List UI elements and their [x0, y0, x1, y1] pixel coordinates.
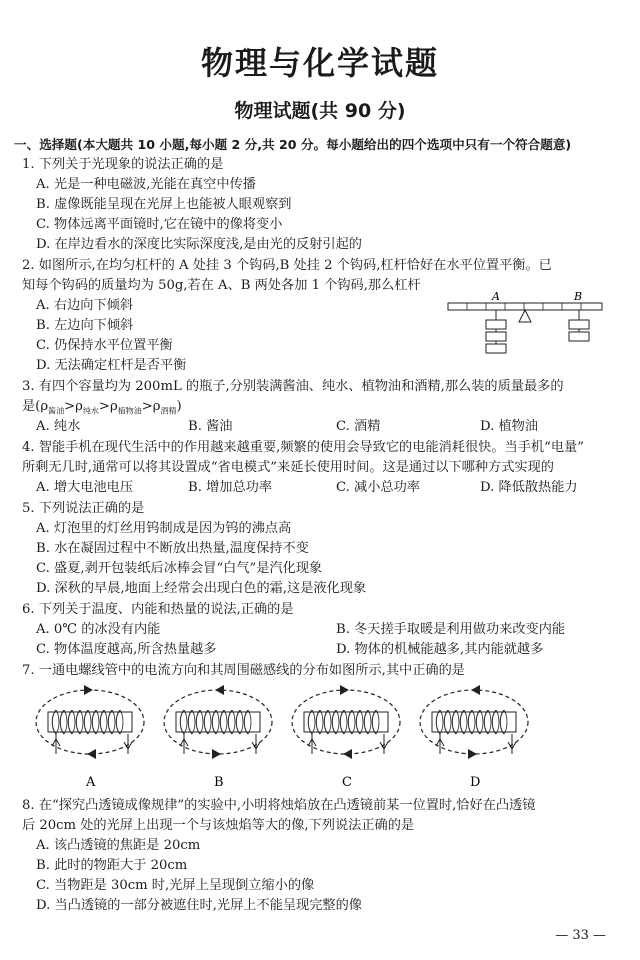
q4-option-c: C. 减小总功率 — [336, 480, 420, 495]
q2-option-d: D. 无法确定杠杆是否平衡 — [36, 358, 187, 373]
weights-b — [569, 320, 589, 341]
q3-option-a: A. 纯水 — [36, 419, 81, 434]
question-2-stem-cont: 知每个钩码的质量均为 50g,若在 A、B 两处各加 1 个钩码,那么杠杆 — [22, 278, 421, 293]
solenoid-option-d — [420, 685, 528, 790]
question-5-stem: 5. 下列说法正确的是 — [22, 501, 145, 516]
question-3-stem: 3. 有四个容量均为 200mL 的瓶子,分别装满酱油、纯水、植物油和酒精,那么装的质量最多的 — [22, 379, 564, 394]
solenoid-figure — [28, 680, 618, 792]
q8-option-d: D. 当凸透镜的一部分被遮住时,光屏上不能呈现完整的像 — [36, 898, 362, 913]
q4-option-d: D. 降低散热能力 — [480, 480, 578, 495]
question-1-stem: 1. 下列关于光现象的说法正确的是 — [22, 157, 224, 172]
q8-option-c: C. 当物距是 30cm 时,光屏上呈现倒立缩小的像 — [36, 878, 315, 893]
q8-option-b: B. 此时的物距大于 20cm — [36, 858, 188, 873]
q1-option-a: A. 光是一种电磁波,光能在真空中传播 — [36, 177, 256, 192]
q4-option-a: A. 增大电池电压 — [36, 480, 134, 495]
q3-option-d: D. 植物油 — [480, 419, 539, 434]
solenoid-label-a: A — [86, 775, 96, 790]
q5-option-c: C. 盛夏,剥开包装纸后冰棒会冒“白气”是汽化现象 — [36, 561, 323, 576]
section-subtitle: 物理试题(共 90 分) — [234, 100, 406, 122]
lever-figure — [440, 290, 610, 370]
solenoid-label-b: B — [214, 775, 224, 790]
q1-option-b: B. 虚像既能呈现在光屏上也能被人眼观察到 — [36, 197, 292, 212]
solenoid-option-a — [36, 685, 144, 790]
question-3-density-order: 是$(\rho_{酱油}>\rho_{纯水}>\rho_{植物油}>\rho_{酒精})$ — [22, 399, 182, 416]
q1-option-c: C. 物体远离平面镜时,它在镜中的像将变小 — [36, 217, 283, 232]
fulcrum — [519, 310, 531, 322]
q2-option-c: C. 仍保持水平位置平衡 — [36, 338, 173, 353]
q4-option-b: B. 增加总功率 — [188, 480, 273, 495]
lever-label-b: B — [574, 290, 583, 303]
q6-option-a: A. 0℃ 的冰没有内能 — [36, 622, 161, 637]
q1-option-d: D. 在岸边看水的深度比实际深度浅,是由光的反射引起的 — [36, 237, 362, 252]
question-8-stem: 8. 在“探究凸透镜成像规律”的实验中,小明将烛焰放在凸透镜前某一位置时,恰好在凸透镜 — [22, 798, 536, 813]
solenoid-label-d: D — [470, 775, 481, 790]
q5-option-d: D. 深秋的早晨,地面上经常会出现白色的霜,这是液化现象 — [36, 581, 367, 596]
q3-option-b: B. 酱油 — [188, 419, 233, 434]
solenoid-option-c — [292, 685, 400, 790]
page-number: — 33 — — [555, 928, 606, 943]
q5-option-a: A. 灯泡里的灯丝用钨制成是因为钨的沸点高 — [36, 521, 292, 536]
solenoid-option-b — [164, 685, 272, 790]
q2-option-b: B. 左边向下倾斜 — [36, 318, 134, 333]
q8-option-a: A. 该凸透镜的焦距是 20cm — [36, 838, 201, 853]
question-4-stem: 4. 智能手机在现代生活中的作用越来越重要,频繁的使用会导致它的电能消耗很快。当手机“电量” — [22, 440, 584, 455]
question-8-stem-cont: 后 20cm 处的光屏上出现一个与该烛焰等大的像,下列说法正确的是 — [22, 818, 415, 833]
question-6-stem: 6. 下列关于温度、内能和热量的说法,正确的是 — [22, 602, 294, 617]
section-heading: 一、选择题(本大题共 10 小题,每小题 2 分,共 20 分。每小题给出的四个选项中只有一个符合题意) — [14, 137, 572, 152]
solenoid-label-c: C — [342, 775, 352, 790]
q3-option-c: C. 酒精 — [336, 419, 381, 434]
page-title: 物理与化学试题 — [200, 44, 439, 82]
weights-a — [486, 320, 506, 353]
q6-option-c: C. 物体温度越高,所含热量越多 — [36, 642, 217, 657]
q6-option-d: D. 物体的机械能越多,其内能就越多 — [336, 642, 544, 657]
question-4-stem-cont: 所剩无几时,通常可以将其设置成“省电模式”来延长使用时间。这是通过以下哪种方式实现的 — [22, 460, 554, 475]
question-7-stem: 7. 一通电螺线管中的电流方向和其周围磁感线的分布如图所示,其中正确的是 — [22, 663, 465, 678]
lever-label-a: A — [492, 290, 500, 303]
q5-option-b: B. 水在凝固过程中不断放出热量,温度保持不变 — [36, 541, 309, 556]
q2-option-a: A. 右边向下倾斜 — [36, 298, 134, 313]
question-2-stem: 2. 如图所示,在均匀杠杆的 A 处挂 3 个钩码,B 处挂 2 个钩码,杠杆恰好在水平位置平衡。已 — [22, 258, 552, 273]
q6-option-b: B. 冬天搓手取暖是利用做功来改变内能 — [336, 622, 566, 637]
